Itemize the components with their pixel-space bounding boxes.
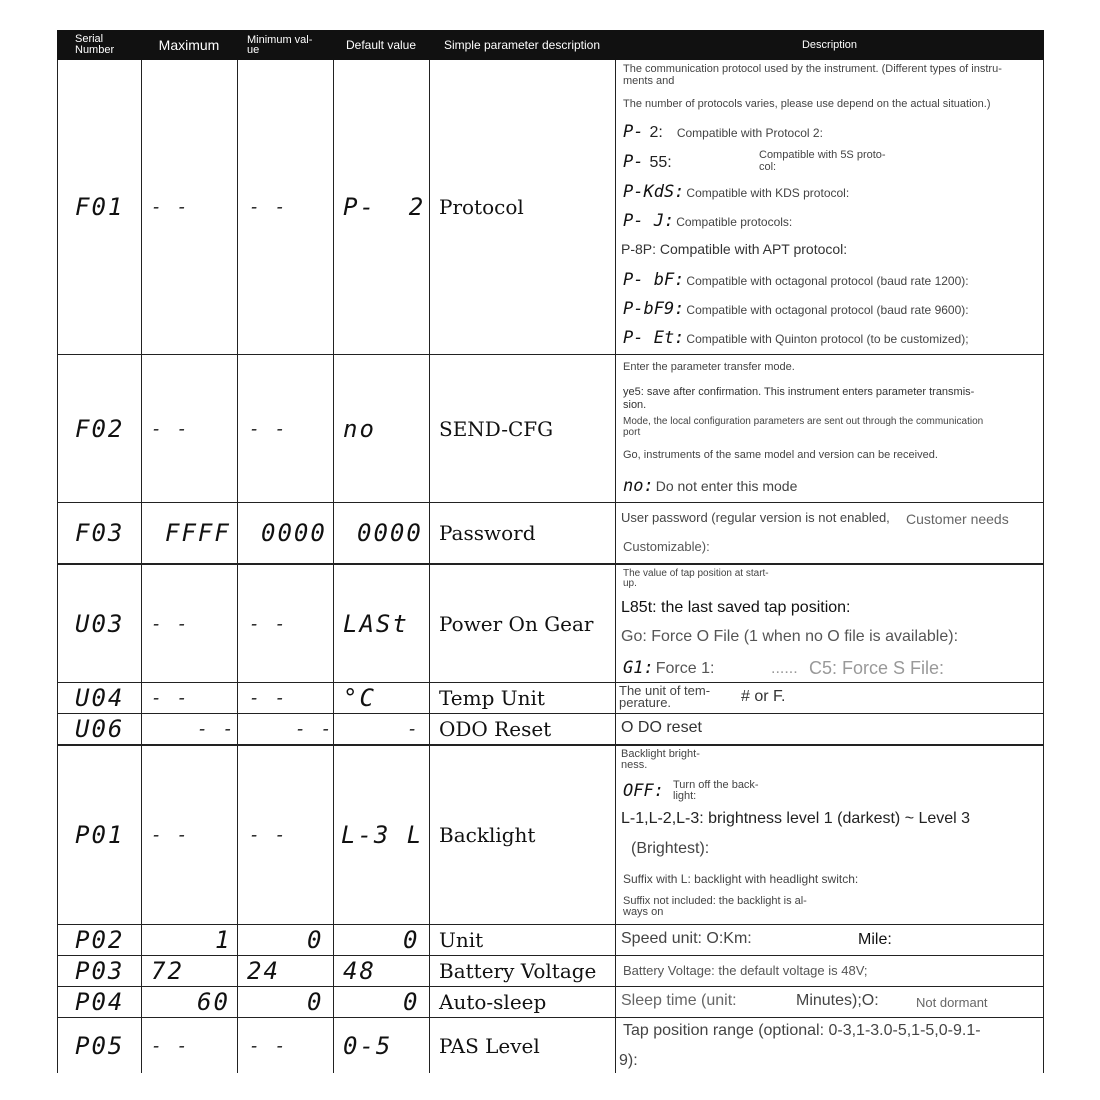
serial-value: P03 — [75, 957, 125, 985]
serial-value: P05 — [75, 1031, 125, 1060]
desc-text: Compatible with KDS protocol: — [686, 186, 850, 200]
header-desc — [615, 30, 1044, 60]
desc-text: 2: — [649, 124, 663, 141]
desc-line: Enter the parameter transfer mode. — [623, 361, 795, 373]
max-cell — [141, 714, 237, 744]
serial-value: U04 — [75, 684, 125, 712]
description-cell — [615, 60, 1043, 354]
max-value: 60 — [197, 988, 230, 1016]
max-cell — [141, 956, 237, 986]
default-cell — [333, 565, 429, 682]
lcd-code: G1: — [623, 658, 654, 678]
name-cell — [429, 60, 615, 354]
default-cell — [333, 355, 429, 502]
parameter-name: SEND-CFG — [439, 416, 554, 441]
name-cell — [429, 956, 615, 986]
name-cell — [429, 714, 615, 744]
default-cell — [333, 987, 429, 1017]
desc-text: Force 1: — [655, 660, 715, 677]
header-default — [333, 30, 429, 60]
serial-value: U03 — [75, 609, 125, 638]
desc-line: P-8P: Compatible with APT protocol: — [621, 241, 848, 257]
min-value: - - — [249, 418, 288, 439]
desc-line: (Brightest): — [631, 840, 710, 857]
header-serial — [57, 30, 141, 60]
desc-line: Battery Voltage: the default voltage is 48V; — [623, 963, 868, 978]
max-cell — [141, 565, 237, 682]
desc-text: C5: Force S File: — [809, 658, 945, 678]
max-value: - - — [151, 687, 190, 709]
description-cell — [615, 1018, 1043, 1073]
table-row — [57, 746, 141, 924]
lcd-code: P- bF: — [623, 270, 685, 290]
name-cell — [429, 683, 615, 713]
header-simple — [429, 30, 615, 60]
min-value: 0000 — [261, 519, 327, 547]
default-value: 0-5 — [343, 1031, 393, 1060]
header-max-text: Maximum — [158, 37, 220, 53]
desc-line: Mode, the local configuration parameters are sent out through the communication — [623, 416, 984, 427]
desc-line: Sleep time (unit: — [621, 992, 737, 1009]
desc-text: Do not enter this mode — [655, 478, 798, 494]
table-row — [57, 714, 141, 744]
desc-line: port — [623, 427, 641, 438]
lcd-code: P- — [623, 122, 644, 142]
min-cell — [237, 925, 333, 955]
min-value: - - — [249, 824, 288, 846]
min-cell — [237, 746, 333, 924]
min-value: 24 — [247, 957, 280, 985]
grid-line — [1043, 60, 1044, 1073]
max-cell — [141, 746, 237, 924]
name-cell — [429, 987, 615, 1017]
serial-value: P01 — [75, 821, 125, 849]
parameter-name: Password — [439, 521, 536, 545]
desc-line: Go: Force O File (1 when no O file is available): — [621, 628, 959, 645]
min-cell — [237, 1018, 333, 1073]
serial-value: F03 — [75, 519, 125, 547]
table-row — [57, 503, 141, 563]
default-value: °C — [343, 684, 376, 712]
default-cell — [333, 60, 429, 354]
max-cell — [141, 503, 237, 563]
default-cell — [333, 956, 429, 986]
description-cell — [615, 956, 1043, 986]
max-value: - - — [151, 613, 190, 634]
parameter-name: PAS Level — [439, 1033, 540, 1058]
name-cell — [429, 355, 615, 502]
parameter-table — [57, 30, 1044, 1073]
table-row — [57, 1018, 141, 1073]
desc-line: ness. — [621, 759, 648, 771]
min-value: 0 — [307, 988, 324, 1016]
desc-line: The unit of tem- — [619, 683, 711, 698]
max-value: 1 — [215, 926, 232, 954]
desc-line: ments and — [623, 75, 675, 87]
desc-line: up. — [623, 578, 637, 589]
desc-text: ...... — [771, 660, 798, 677]
default-value: L-3 L — [341, 821, 424, 849]
header-min — [237, 30, 333, 60]
desc-line: Customer needs — [906, 511, 1009, 527]
desc-line: Suffix not included: the backlight is al- — [623, 895, 807, 907]
default-value: 48 — [343, 957, 376, 985]
min-value: - - — [249, 196, 288, 218]
desc-line: The value of tap position at start- — [623, 568, 769, 579]
desc-line: perature. — [619, 695, 672, 710]
max-cell — [141, 60, 237, 354]
parameter-name: Unit — [439, 928, 484, 952]
desc-line: sion. — [623, 399, 647, 411]
default-value: P- 2 — [343, 193, 426, 221]
min-cell — [237, 714, 333, 744]
desc-text: col: — [759, 161, 777, 173]
min-value: - - — [249, 613, 288, 634]
table-row — [57, 565, 141, 682]
desc-line: Customizable): — [623, 539, 710, 554]
default-cell — [333, 683, 429, 713]
lcd-code: P- — [623, 152, 644, 172]
header-default-text: Default value — [345, 38, 417, 52]
desc-line — [623, 328, 969, 348]
lcd-code: P- J: — [623, 211, 675, 231]
max-cell — [141, 1018, 237, 1073]
min-cell — [237, 355, 333, 502]
desc-line: The communication protocol used by the instrument. (Different types of instru- — [623, 63, 1002, 75]
default-cell — [333, 925, 429, 955]
desc-line: ways on — [623, 906, 664, 918]
min-value: 0 — [307, 926, 324, 954]
max-value: FFFF — [165, 519, 231, 547]
lcd-code: no: — [623, 476, 654, 496]
desc-line: 9): — [619, 1052, 638, 1069]
default-cell — [333, 1018, 429, 1073]
header-min-text: Minimum val- ue — [247, 34, 313, 56]
header-simple-text: Simple parameter description — [443, 38, 601, 52]
desc-line: Tap position range (optional: 0-3,1-3.0-5,1-5,0-9.1- — [623, 1022, 981, 1039]
parameter-name: ODO Reset — [439, 717, 552, 741]
desc-text: light: — [673, 790, 697, 802]
desc-text: Compatible with Protocol 2: — [676, 126, 823, 140]
desc-line: Go, instruments of the same model and version can be received. — [623, 449, 938, 461]
table-row — [57, 987, 141, 1017]
min-cell — [237, 683, 333, 713]
desc-line: L85t: the last saved tap position: — [621, 599, 851, 616]
default-cell — [333, 714, 429, 744]
desc-line: Suffix with L: backlight with headlight switch: — [623, 872, 859, 886]
default-value: 0 — [403, 988, 420, 1016]
name-cell — [429, 925, 615, 955]
default-cell — [333, 503, 429, 563]
desc-line: Mile: — [858, 931, 892, 948]
desc-line: L-1,L-2,L-3: brightness level 1 (darkest) ~ Level 3 — [621, 810, 971, 827]
desc-line — [623, 476, 797, 496]
default-value: 0000 — [357, 519, 423, 547]
desc-line — [623, 211, 792, 231]
name-cell — [429, 746, 615, 924]
desc-line — [623, 299, 969, 319]
max-cell — [141, 683, 237, 713]
default-value: LASt — [343, 609, 409, 638]
default-cell — [333, 746, 429, 924]
header-desc-text: Description — [801, 39, 858, 51]
desc-line: User password (regular version is not enabled, — [621, 510, 890, 525]
min-value: - - — [249, 1035, 288, 1056]
table-row — [57, 60, 141, 354]
table-row — [57, 683, 141, 713]
desc-text: 55: — [649, 154, 672, 171]
desc-text: Compatible with octagonal protocol (baud rate 1200): — [686, 274, 969, 288]
desc-line — [623, 122, 823, 142]
description-cell — [615, 355, 1043, 502]
lcd-code: P-bF9: — [623, 299, 685, 319]
description-cell — [615, 565, 1043, 682]
desc-line — [623, 270, 969, 290]
min-cell — [237, 565, 333, 682]
parameter-name: Backlight — [439, 823, 536, 847]
desc-text: Compatible with octagonal protocol (baud rate 9600): — [686, 303, 969, 317]
max-cell — [141, 925, 237, 955]
min-cell — [237, 503, 333, 563]
description-cell — [615, 987, 1043, 1017]
parameter-name: Battery Voltage — [439, 959, 597, 983]
max-value: - - — [151, 418, 190, 439]
desc-line — [623, 182, 849, 202]
desc-line: Speed unit: O:Km: — [621, 930, 752, 947]
desc-line: Backlight bright- — [621, 748, 700, 760]
serial-value: F02 — [75, 414, 125, 443]
name-cell — [429, 503, 615, 563]
max-value: - - — [197, 718, 236, 740]
desc-line: Not dormant — [916, 995, 988, 1010]
max-value: - - — [151, 196, 190, 218]
serial-value: P02 — [75, 926, 125, 954]
description-cell — [615, 746, 1043, 924]
lcd-code: P-KdS: — [623, 182, 685, 202]
desc-line — [623, 152, 694, 172]
desc-text: Compatible protocols: — [676, 215, 793, 229]
min-cell — [237, 987, 333, 1017]
desc-line — [623, 658, 714, 678]
description-cell — [615, 683, 1043, 713]
parameter-name: Auto-sleep — [439, 990, 547, 1014]
desc-line: ye5: save after confirmation. This instrument enters parameter transmis- — [623, 386, 975, 398]
description-cell — [615, 925, 1043, 955]
desc-text: Compatible with Quinton protocol (to be customized); — [686, 332, 969, 346]
desc-line: # or F. — [741, 688, 786, 705]
serial-value: F01 — [75, 193, 125, 221]
desc-line: The number of protocols varies, please use depend on the actual situation.) — [623, 98, 991, 110]
desc-line: Minutes);O: — [796, 992, 879, 1009]
parameter-name: Power On Gear — [439, 611, 594, 636]
serial-value: U06 — [75, 715, 125, 743]
default-value: - — [407, 718, 420, 740]
lcd-code: P- Et: — [623, 328, 685, 348]
max-value: - - — [151, 824, 190, 846]
max-cell — [141, 355, 237, 502]
lcd-code: OFF: — [623, 781, 664, 801]
default-value: 0 — [403, 926, 420, 954]
min-value: - - — [249, 687, 288, 709]
parameter-name: Temp Unit — [439, 686, 545, 710]
description-cell — [615, 714, 1043, 744]
desc-text: Turn off the back- — [673, 779, 759, 791]
serial-value: P04 — [75, 988, 125, 1016]
table-row — [57, 355, 141, 502]
min-cell — [237, 60, 333, 354]
description-cell — [615, 503, 1043, 563]
parameter-name: Protocol — [439, 195, 524, 219]
max-value: - - — [151, 1035, 190, 1056]
min-value: - - — [295, 718, 334, 740]
header-max — [141, 30, 237, 60]
table-row — [57, 956, 141, 986]
max-value: 72 — [151, 957, 184, 985]
desc-line — [623, 781, 666, 801]
name-cell — [429, 1018, 615, 1073]
header-serial-text: Serial Number — [75, 33, 115, 56]
min-cell — [237, 956, 333, 986]
table-row — [57, 925, 141, 955]
max-cell — [141, 987, 237, 1017]
default-value: no — [343, 414, 376, 443]
desc-line: O DO reset — [621, 719, 702, 736]
name-cell — [429, 565, 615, 682]
desc-text: Compatible with 5S proto- — [759, 149, 886, 161]
